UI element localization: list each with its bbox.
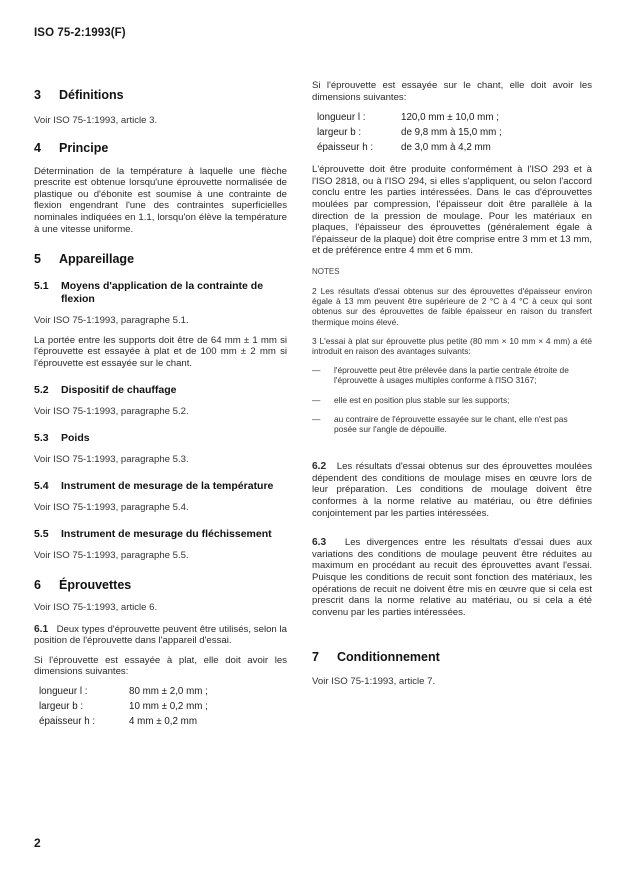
bullet-dash: —: [312, 413, 321, 424]
note-3-bullet: [312, 365, 592, 385]
dimension-value: de 3,0 mm à 4,2 mm: [401, 142, 491, 154]
dimension-label: épaisseur h :: [39, 715, 96, 727]
section-5-5-heading: [34, 528, 287, 541]
subsection-title: Instrument de mesurage de la température: [61, 479, 274, 492]
subsection-number: 5.2: [34, 383, 49, 396]
section-7-reference: Voir ISO 75-1:1993, article 7.: [312, 676, 436, 688]
section-title: Conditionnement: [337, 650, 440, 665]
dimension-value: 80 mm ± 2,0 mm ;: [129, 685, 208, 697]
bullet-dash: —: [312, 365, 321, 376]
right-column: [312, 80, 592, 688]
section-4-text: Détermination de la température à laquelle une flèche prescrite est obtenue lorsqu'une éprouvette normalisée de plastique ou d'ébonite est soumise à une contrainte de flexion engendrant l'une des contraintes superficielles nominales indiquées en 1.1, lorsqu'on élève la température à une vitesse uniforme.: [34, 165, 287, 235]
subsection-number: 5.1: [34, 280, 49, 293]
paragraph-text: Les divergences entre les résultats d'essai dues aux variations des conditions de moulage peuvent être réduites au maximum en procédant au recuit des éprouvettes avant l'essai. Puisque les conditions de recuit sont fonction des matériaux, les opérations de recuit ne doivent être mis en œuvre que si cela est prescrit dans la norme relative au matériau, ou si cela a été convenu par les parties intéressées.: [312, 537, 592, 618]
section-title: Définitions: [59, 88, 124, 102]
bullet-text: au contraire de l'éprouvette essayée sur le chant, elle n'est pas posée sur l'angle de dépouille.: [334, 413, 568, 434]
section-number: 4: [34, 140, 41, 155]
section-5-4-reference: Voir ISO 75-1:1993, paragraphe 5.4.: [34, 502, 189, 514]
dimension-label: longueur l :: [39, 685, 88, 697]
paragraph-text: Les résultats d'essai obtenus sur des éprouvettes moulées dépendent des conditions de moulage mises en œuvre lors de leur préparation. Les conditions de moulage doivent être conformes à la norme relative au matériau, ou être définies conjointement par les parties intéressées.: [312, 461, 592, 519]
section-6-heading: [34, 578, 287, 593]
section-3-reference: Voir ISO 75-1:1993, article 3.: [34, 115, 158, 126]
dimension-value: de 9,8 mm à 15,0 mm ;: [401, 127, 502, 139]
section-5-2-reference: Voir ISO 75-1:1993, paragraphe 5.2.: [34, 406, 189, 418]
subsection-number: 5.5: [34, 527, 49, 540]
bullet-text: elle est en position plus stable sur les supports;: [334, 394, 510, 405]
note-3: 3 L'essai à plat sur éprouvette plus petite (80 mm × 10 mm × 4 mm) a été introduit en raison des avantages suivants:: [312, 335, 592, 356]
subsection-number: 5.3: [34, 431, 49, 444]
section-number: 6: [34, 577, 41, 592]
section-5-3-heading: [34, 432, 287, 445]
paragraph-6-1: [34, 624, 287, 647]
subsection-number: 5.4: [34, 479, 49, 492]
dimension-label: largeur b :: [317, 127, 362, 139]
left-column: [34, 84, 287, 728]
section-5-heading: [34, 252, 287, 267]
section-title: Appareillage: [59, 252, 135, 267]
flat-test-intro: Si l'éprouvette est essayée à plat, elle doit avoir les dimensions suivantes:: [34, 654, 287, 678]
section-4-heading: [34, 141, 287, 156]
note-2: 2 Les résultats d'essai obtenus sur des éprouvettes d'épaisseur environ égale à 13 mm peuvent être supérieure de 2 °C à 4 °C à ceux qui sont obtenus sur des éprouvettes de faible épaisseur en raison du transfert thermique moins élevé.: [312, 285, 592, 327]
paragraph-number: 6.3: [312, 537, 327, 549]
note-3-bullet: [312, 414, 592, 434]
subsection-title: Moyens d'application de la contrainte de flexion: [61, 280, 264, 305]
note-3-bullet: [312, 395, 592, 405]
flat-dimensions-list: [39, 686, 287, 728]
dimension-label: largeur b :: [39, 700, 84, 712]
section-number: 5: [34, 252, 41, 267]
paragraph-text: Deux types d'éprouvette peuvent être utilisés, selon la position de l'éprouvette dans l'appareil d'essai.: [34, 623, 288, 647]
section-title: Éprouvettes: [59, 577, 132, 592]
section-5-5-reference: Voir ISO 75-1:1993, paragraphe 5.5.: [34, 550, 189, 562]
section-5-1-text: La portée entre les supports doit être de 64 mm ± 1 mm si l'éprouvette est essayée à plat et de 100 mm ± 2 mm si l'éprouvette est essayée sur le chant.: [34, 334, 287, 369]
dimension-value: 4 mm ± 0,2 mm: [129, 715, 197, 727]
section-number: 7: [312, 650, 319, 665]
bullet-dash: —: [312, 394, 321, 405]
paragraph-number: 6.2: [312, 461, 327, 473]
section-number: 3: [34, 88, 41, 102]
section-5-3-reference: Voir ISO 75-1:1993, paragraphe 5.3.: [34, 454, 189, 466]
section-5-1-heading: [34, 280, 287, 305]
section-5-4-heading: [34, 480, 287, 493]
dimension-label: épaisseur h :: [317, 142, 374, 154]
paragraph-number: 6.1: [34, 623, 49, 635]
section-title: Principe: [59, 140, 109, 155]
bullet-text: l'éprouvette peut être prélevée dans la partie centrale étroite de l'éprouvette à usages multiples conforme à l'ISO 3167;: [334, 365, 569, 386]
edge-dimensions-list: [317, 112, 592, 154]
section-3-heading: [34, 88, 287, 103]
subsection-title: Instrument de mesurage du fléchissement: [61, 527, 272, 540]
paragraph-6-2: [312, 461, 592, 519]
paragraph-6-3: [312, 537, 592, 618]
dimension-value: 10 mm ± 0,2 mm ;: [129, 700, 208, 712]
page-number: 2: [34, 836, 41, 850]
dimension-label: longueur l :: [317, 112, 366, 124]
document-id-header: ISO 75-2:1993(F): [34, 27, 126, 39]
specimen-production-text: L'éprouvette doit être produite conformément à l'ISO 293 et à l'ISO 2818, ou à l'ISO 294, si elles s'appliquent, ou selon l'accord conclu entre les parties intéressées. Dans le cas d'éprouvettes moulées par compression, l'épaisseur doit être parallèle à la direction de la pression de moulage. Pour les matériaux en plaques, l'épaisseur des éprouvettes (généralement égale à l'épaisseur de la plaque) doit être comprise entre 3 mm et 13 mm, et de préférence entre 4 mm et 6 mm.: [312, 164, 592, 257]
section-6-reference: Voir ISO 75-1:1993, article 6.: [34, 601, 158, 613]
subsection-title: Dispositif de chauffage: [61, 383, 177, 396]
section-5-2-heading: [34, 384, 287, 397]
subsection-title: Poids: [61, 431, 90, 444]
notes-title: NOTES: [312, 266, 340, 276]
section-7-heading: [312, 650, 592, 665]
edge-test-intro: Si l'éprouvette est essayée sur le chant, elle doit avoir les dimensions suivantes:: [312, 80, 592, 103]
section-5-1-reference: Voir ISO 75-1:1993, paragraphe 5.1.: [34, 315, 189, 327]
dimension-value: 120,0 mm ± 10,0 mm ;: [401, 112, 499, 124]
